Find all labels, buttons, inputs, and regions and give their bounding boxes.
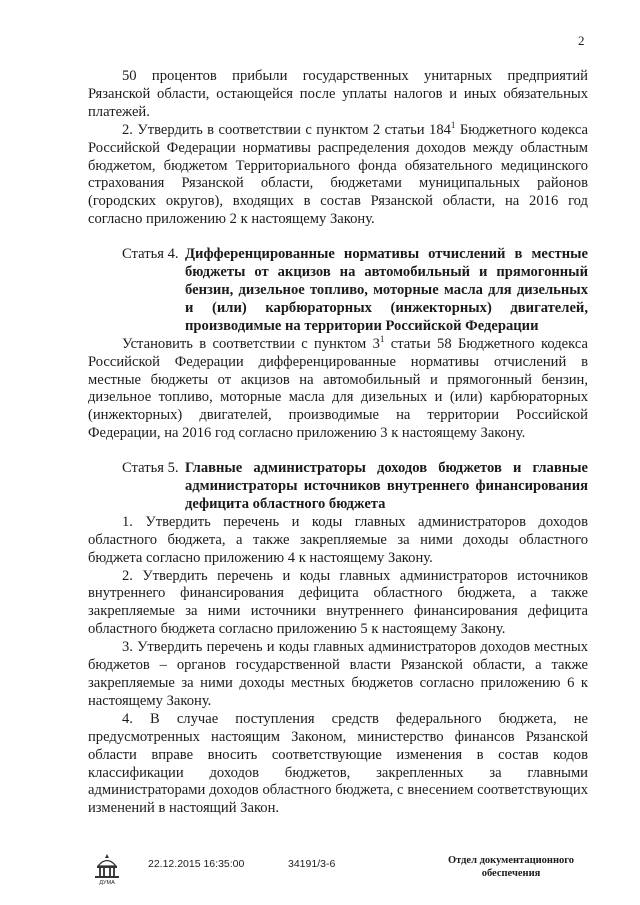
document-body: [88, 68, 588, 818]
paragraph-text: статьи 58 Бюджетного кодекса Российской Федерации дифференцированные нормативы отчислений в местные бюджеты от акцизов на автомобильный и прямогонный бензин, дизельное топливо, моторные масла для дизельных и (или) карбюраторных (инжекторных) двигателей, производимые на территории Российской Федерации, на 2016 год согласно приложению 3 к настоящему Закону.: [88, 335, 588, 442]
article-title: Главные администраторы доходов бюджетов и главные администраторы источников внутреннего финансирования дефицита областного бюджета: [185, 460, 588, 512]
paragraph-item-3: 3. Утвердить перечень и коды главных администраторов доходов местных бюджетов – органов государственной власти Рязанской области, а также закрепляемые за ними доходы местных бюджетов согласно приложению 6 к настоящему Закону.: [88, 639, 588, 709]
footer-doc-number: 34191/3-6: [288, 858, 336, 870]
duma-logo-icon: [92, 852, 122, 886]
article-5-heading: [88, 460, 588, 514]
paragraph-item-4: 4. В случае поступления средств федерального бюджета, не предусмотренных настоящим Законом, министерство финансов Рязанской области вправе вносить соответствующие изменения в состав кодов классификации доходов бюджетов, закрепленных за главными администраторами доходов областного бюджета, с внесением соответствующих изменений в настоящий Закон.: [88, 710, 588, 817]
footer-department: [436, 854, 586, 880]
superscript: 1: [450, 119, 456, 130]
page-number: 2: [578, 33, 585, 48]
paragraph-excise-norms: [88, 333, 588, 443]
paragraph-profit: 50 процентов прибыли государственных унитарных предприятий Рязанской области, остающейся после уплаты налогов и иных обязательных платежей.: [88, 68, 588, 120]
department-line: Отдел документационного: [447, 855, 575, 866]
paragraph-item-2: 2. Утвердить перечень и коды главных администраторов источников внутреннего финансирования дефицита областного бюджета, а также закрепляемые за ними источники внутреннего финансирования дефицита областного бюджета согласно приложению 5 к настоящему Закону.: [88, 567, 588, 638]
superscript: 1: [379, 333, 385, 344]
article-title: Дифференцированные нормативы отчислений в местные бюджеты от акцизов на автомобильный и прямогонный бензин, дизельное топливо, моторные масла для дизельных и (или) карбюраторных (инжекторных) двигателей, производимые на территории Российской Федерации: [185, 246, 588, 334]
paragraph-approve-distribution: [88, 119, 588, 229]
footer-date: 22.12.2015 16:35:00: [148, 858, 245, 870]
paragraph-text: Установить в соответствии с пунктом 3: [122, 335, 380, 352]
paragraph-text: 2. Утвердить в соответствии с пунктом 2 статьи 184: [122, 121, 451, 138]
paragraph-text: Бюджетного кодекса Российской Федерации нормативы распределения доходов между областным бюджетом, бюджетом Территориального фонда обязательного медицинского страхования Рязанской области, бюджетами муниципальных районов (городских округов), входящих в состав Рязанской области, на 2016 год согласно приложению 2 к настоящему Закону.: [88, 121, 588, 228]
department-line: обеспечения: [481, 868, 541, 879]
article-number: Статья 5.: [122, 460, 179, 477]
article-number: Статья 4.: [122, 246, 179, 263]
paragraph-item-1: 1. Утвердить перечень и коды главных администраторов доходов областного бюджета, а также закрепляемые за ними доходы областного бюджета согласно приложению 4 к настоящему Закону.: [88, 513, 588, 566]
svg-text:ДУМА: ДУМА: [99, 880, 115, 886]
page-footer: [0, 852, 640, 892]
article-4-heading: [88, 246, 588, 336]
